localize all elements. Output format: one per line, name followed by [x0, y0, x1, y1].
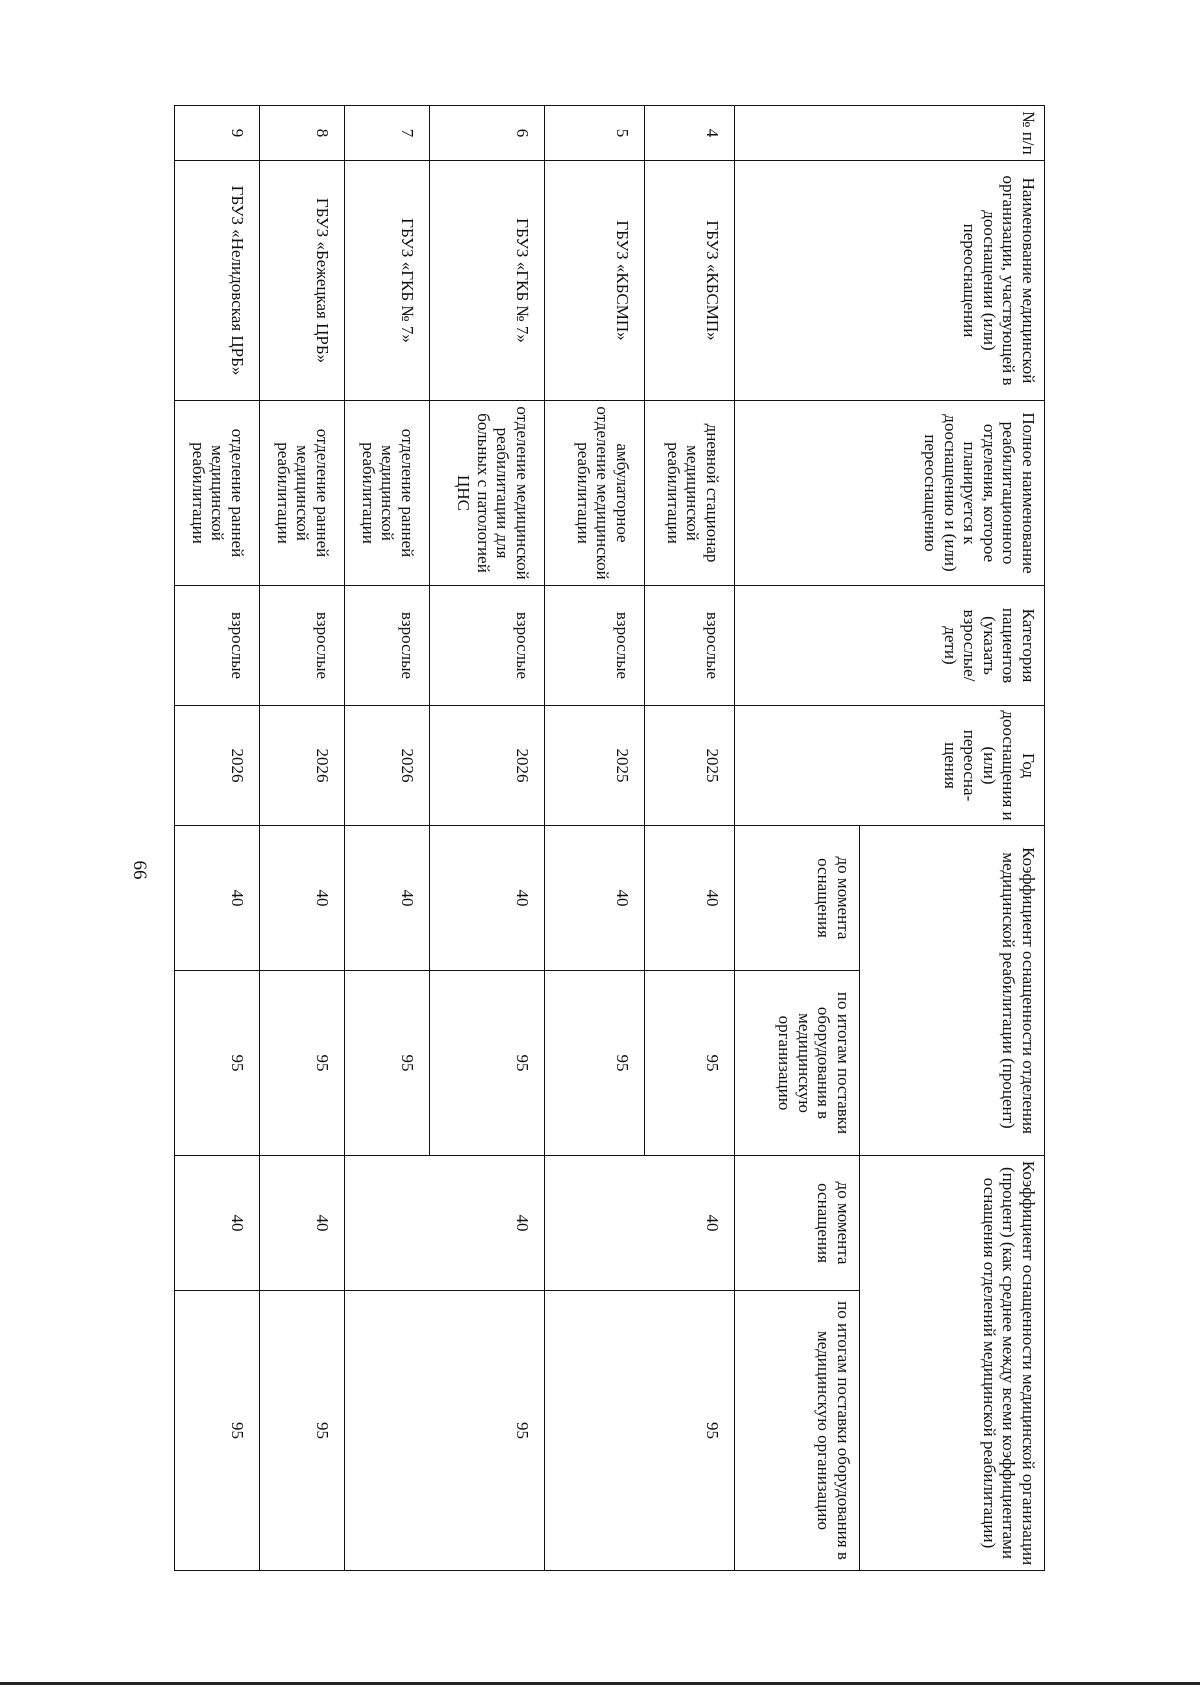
cell-category: взрослые	[545, 586, 645, 706]
cell-dept: дневной стационар медицинской реабилитации	[645, 401, 735, 586]
cell-dept-before: 40	[545, 826, 645, 971]
cell-org-before: 40	[175, 1156, 260, 1291]
rehabilitation-equipment-table	[174, 105, 1045, 1571]
cell-dept-before: 40	[645, 826, 735, 971]
header-row-1	[860, 106, 1045, 1571]
cell-org: ГБУЗ «ГКБ № 7»	[345, 161, 430, 401]
header-dept-after: по итогам поставки оборудования в медицинскую организацию	[735, 971, 860, 1156]
header-year: Год дооснащения и (или) переосна-щения	[735, 706, 1045, 826]
cell-dept: отделение ранней медицинской реабилитации	[175, 401, 260, 586]
cell-org: ГБУЗ «КБСМП»	[545, 161, 645, 401]
cell-num: 7	[345, 106, 430, 161]
header-org-after: по итогам поставки оборудования в медицинскую организацию	[735, 1291, 860, 1571]
cell-num: 5	[545, 106, 645, 161]
cell-org: ГБУЗ «Нелидовская ЦРБ»	[175, 161, 260, 401]
cell-dept-after: 95	[175, 971, 260, 1156]
cell-category: взрослые	[260, 586, 345, 706]
cell-org-after: 95	[545, 1291, 735, 1571]
cell-year: 2025	[645, 706, 735, 826]
cell-year: 2026	[345, 706, 430, 826]
cell-dept: отделение ранней медицинской реабилитации	[260, 401, 345, 586]
cell-dept: отделение ранней медицинской реабилитации	[345, 401, 430, 586]
table-row	[175, 106, 260, 1571]
header-coef-dept: Коэффициент оснащенности отделения медицинской реабилитации (процент)	[860, 826, 1045, 1156]
cell-org: ГБУЗ «ГКБ № 7»	[430, 161, 545, 401]
cell-dept-after: 95	[430, 971, 545, 1156]
cell-dept-before: 40	[260, 826, 345, 971]
cell-org: ГБУЗ «КБСМП»	[645, 161, 735, 401]
cell-dept-after: 95	[260, 971, 345, 1156]
header-dept: Полное наименование реабилитационного отделения, которое планируется к дооснащению и (или) переоснащению	[735, 401, 1045, 586]
cell-year: 2026	[260, 706, 345, 826]
cell-org-after: 95	[260, 1291, 345, 1571]
header-org-before: до момента оснащения	[735, 1156, 860, 1291]
cell-dept-after: 95	[545, 971, 645, 1156]
cell-dept-before: 40	[430, 826, 545, 971]
cell-org-after: 95	[345, 1291, 545, 1571]
header-org: Наименование медицинской организации, участвующей в дооснащении (или) переоснащении	[735, 161, 1045, 401]
table-row	[430, 106, 545, 1571]
cell-category: взрослые	[645, 586, 735, 706]
cell-year: 2025	[545, 706, 645, 826]
cell-num: 6	[430, 106, 545, 161]
cell-category: взрослые	[430, 586, 545, 706]
cell-dept: отделение медицинской реабилитации для больных с патологией ЦНС	[430, 401, 545, 586]
header-num: № п/п	[735, 106, 1045, 161]
cell-org-before: 40	[545, 1156, 735, 1291]
header-dept-before: до момента оснащения	[735, 826, 860, 971]
cell-org-before: 40	[260, 1156, 345, 1291]
cell-dept-before: 40	[345, 826, 430, 971]
table-row	[260, 106, 345, 1571]
cell-num: 9	[175, 106, 260, 161]
cell-org: ГБУЗ «Бежецкая ЦРБ»	[260, 161, 345, 401]
cell-dept-after: 95	[645, 971, 735, 1156]
page-number: 66	[129, 860, 150, 880]
cell-dept-after: 95	[345, 971, 430, 1156]
cell-num: 8	[260, 106, 345, 161]
cell-dept: амбулаторное отделение медицинской реабилитации	[545, 401, 645, 586]
cell-org-before: 40	[345, 1156, 545, 1291]
cell-org-after: 95	[175, 1291, 260, 1571]
cell-year: 2026	[430, 706, 545, 826]
header-category: Категория пациентов (указать взрослые/ дети)	[735, 586, 1045, 706]
cell-num: 4	[645, 106, 735, 161]
header-coef-org: Коэффициент оснащенности медицинской организации (процент) (как среднее между всеми коэффициентами оснащения отделений медицинской реабилитации)	[860, 1156, 1045, 1571]
cell-dept-before: 40	[175, 826, 260, 971]
cell-category: взрослые	[175, 586, 260, 706]
table-row	[645, 106, 735, 1571]
cell-year: 2026	[175, 706, 260, 826]
scan-edge-line	[0, 1682, 1200, 1685]
cell-category: взрослые	[345, 586, 430, 706]
rotated-table-container	[175, 105, 1045, 1570]
